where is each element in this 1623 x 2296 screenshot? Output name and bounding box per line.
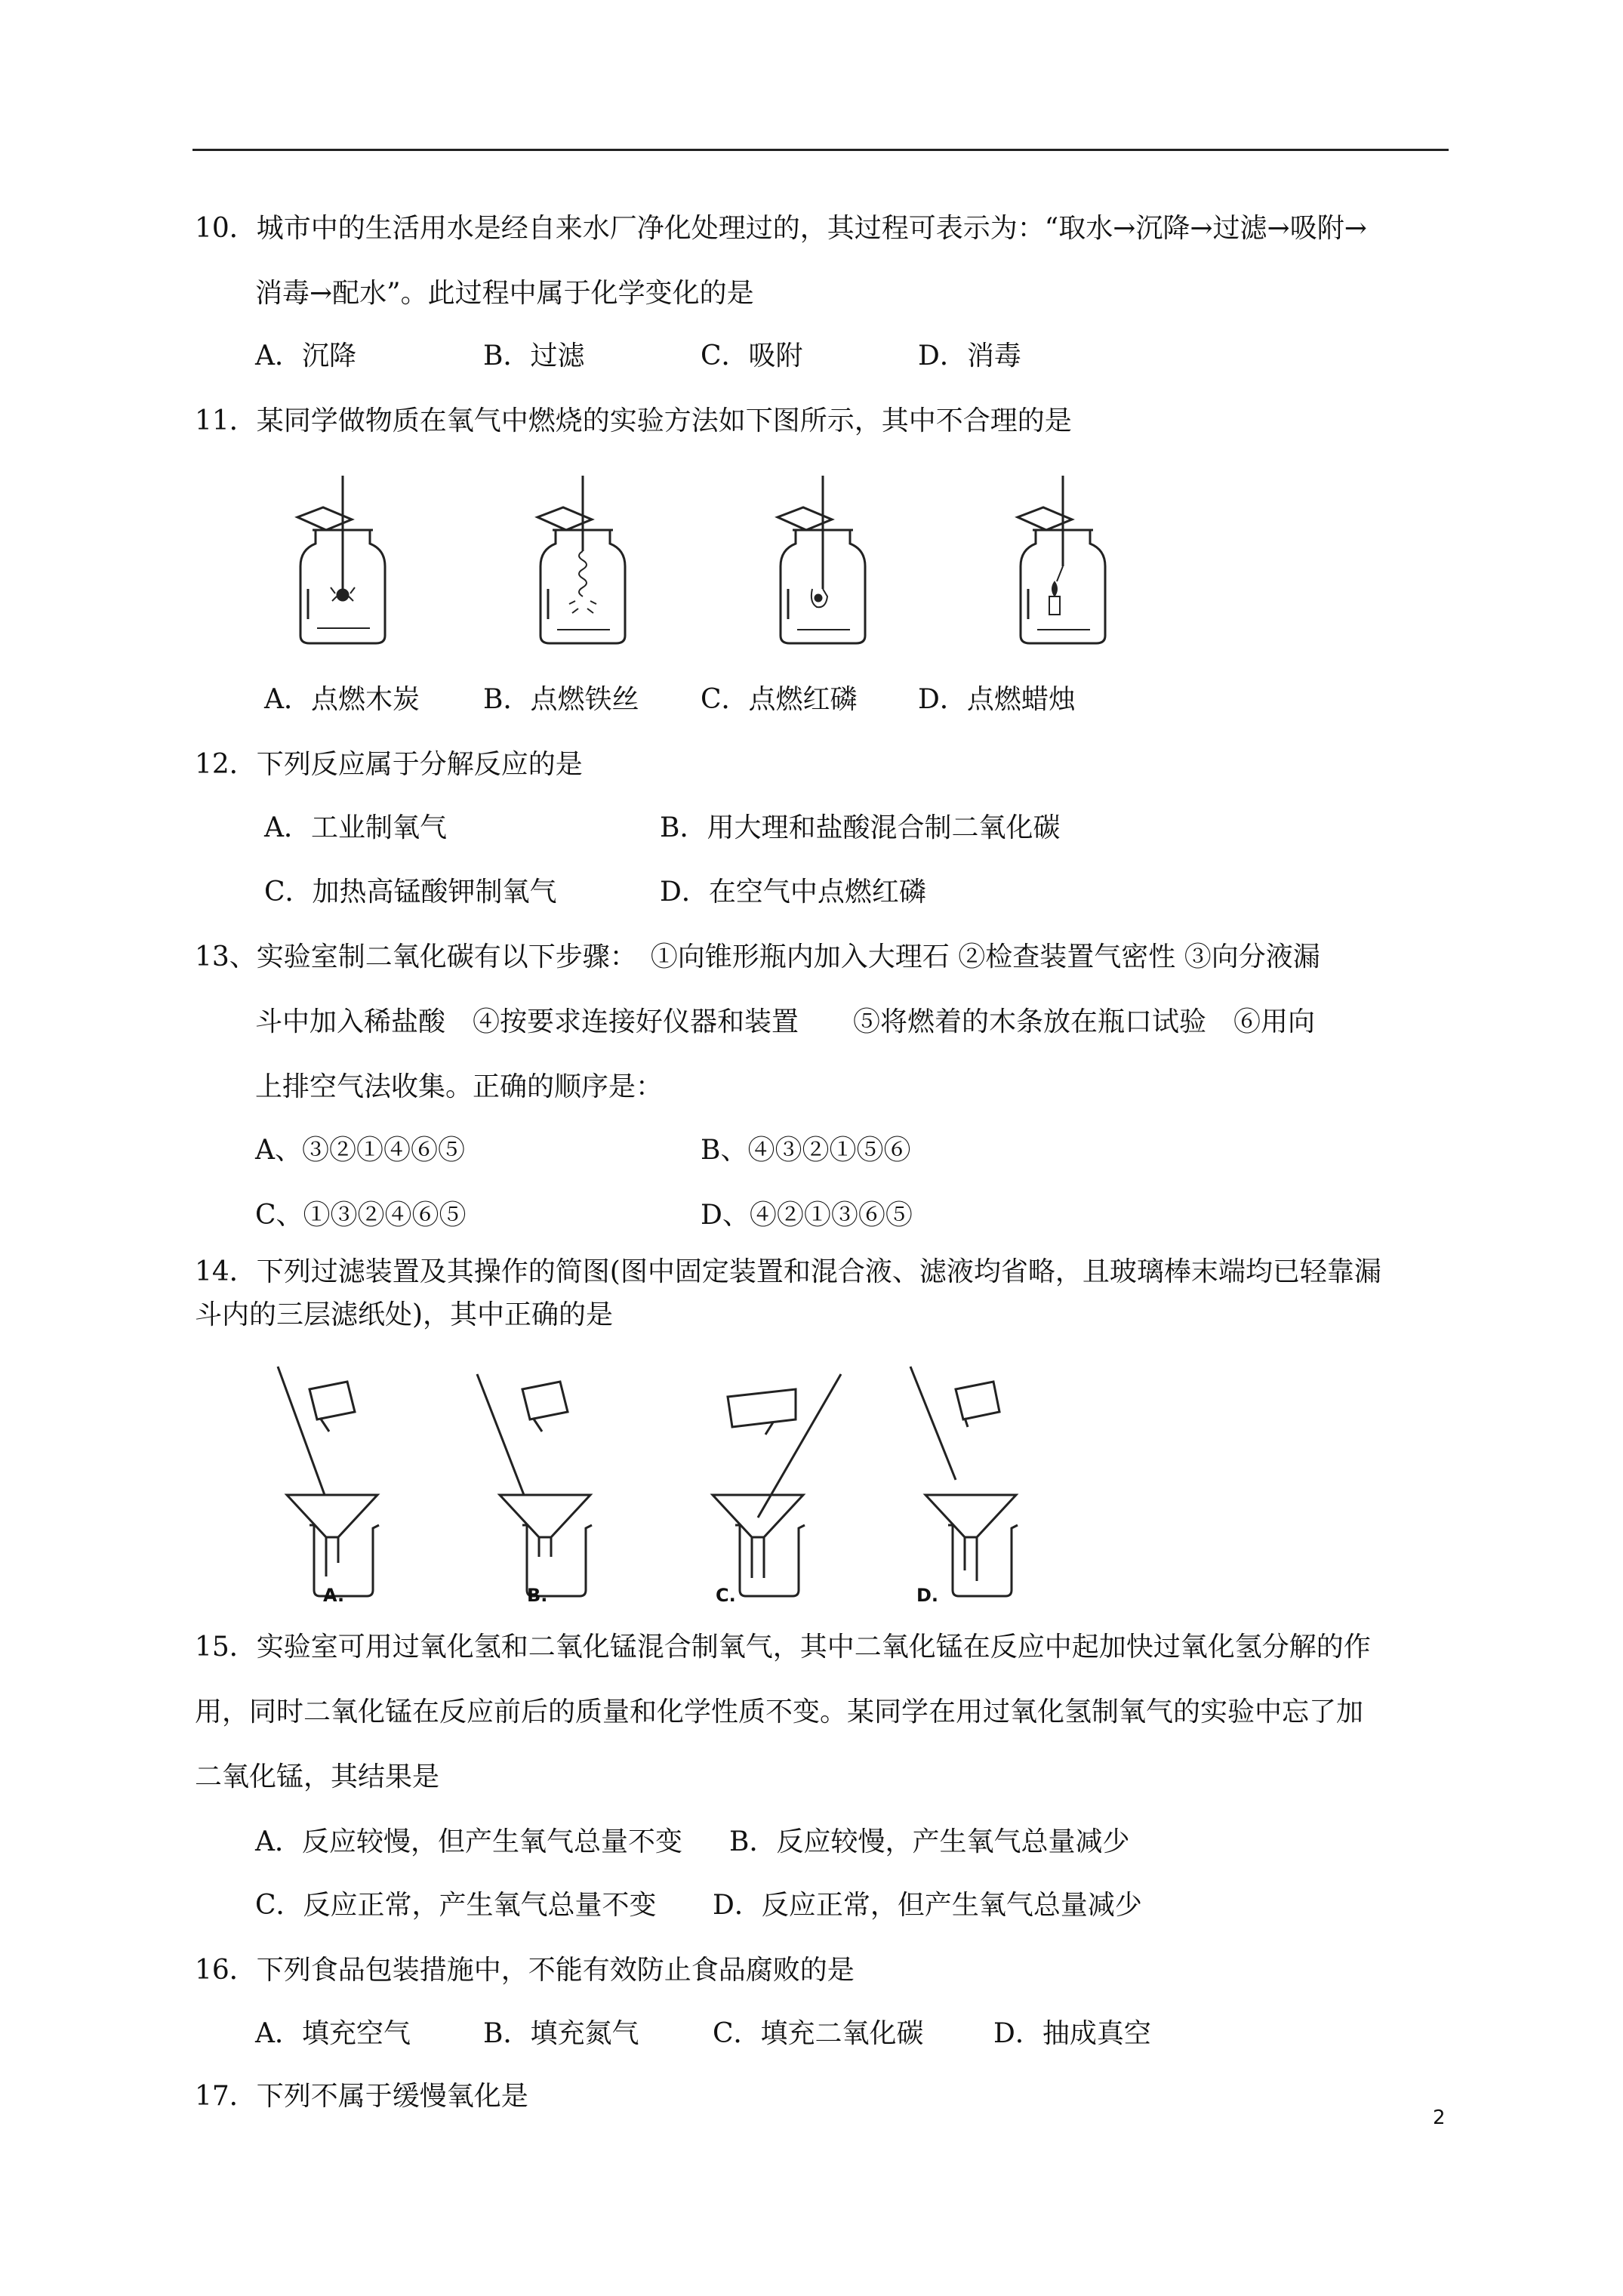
filter-setup-a-diagram bbox=[278, 1367, 379, 1596]
q16-option-d: D．抽成真空 bbox=[993, 2018, 1151, 2049]
q10-option-b: B．过滤 bbox=[483, 341, 585, 371]
q13-option-b: B、④③②①⑤⑥ bbox=[701, 1135, 911, 1166]
q15-option-b: B．反应较慢，产生氧气总量减少 bbox=[729, 1826, 1130, 1857]
q12-option-c: C．加热高锰酸钾制氧气 bbox=[264, 877, 557, 908]
q10-line-2: 消毒→配水”。此过程中属于化学变化的是 bbox=[255, 278, 754, 309]
q15-option-c: C．反应正常，产生氧气总量不变 bbox=[255, 1890, 657, 1921]
q10-option-c: C．吸附 bbox=[701, 341, 803, 371]
filtration-setups-figure bbox=[257, 1359, 1057, 1608]
q14-line-1: 14．下列过滤装置及其操作的简图(图中固定装置和混合液、滤液均省略，且玻璃棒末端均已轻靠漏 bbox=[195, 1256, 1381, 1287]
combustion-bottles-figure bbox=[287, 468, 1117, 649]
q11-option-d: D．点燃蜡烛 bbox=[918, 684, 1076, 715]
q13-option-a: A、③②①④⑥⑤ bbox=[255, 1135, 465, 1166]
q16-option-b: B．填充氮气 bbox=[483, 2018, 639, 2049]
q15-line-1: 15．实验室可用过氧化氢和二氧化锰混合制氧气，其中二氧化锰在反应中起加快过氧化氢分解的作 bbox=[195, 1632, 1371, 1663]
q14-figure-label-c: C. bbox=[716, 1585, 736, 1606]
q12-line-1: 12．下列反应属于分解反应的是 bbox=[195, 749, 583, 780]
q11-option-c: C．点燃红磷 bbox=[701, 684, 858, 715]
q13-line-2: 斗中加入稀盐酸 ④按要求连接好仪器和装置 ⑤将燃着的木条放在瓶口试验 ⑥用向 bbox=[255, 1006, 1316, 1037]
bottle-red-phosphorus-diagram bbox=[778, 476, 865, 643]
q13-option-d: D、④②①③⑥⑤ bbox=[701, 1200, 913, 1231]
q16-line-1: 16．下列食品包装措施中，不能有效防止食品腐败的是 bbox=[195, 1955, 855, 1986]
q14-line-2: 斗内的三层滤纸处)，其中正确的是 bbox=[195, 1299, 614, 1330]
q16-option-c: C．填充二氧化碳 bbox=[713, 2018, 924, 2049]
q15-line-3: 二氧化锰，其结果是 bbox=[195, 1761, 440, 1792]
q10-option-a: A．沉降 bbox=[255, 341, 356, 371]
filter-setup-d-diagram bbox=[910, 1367, 1018, 1596]
q10-line-1: 10．城市中的生活用水是经自来水厂净化处理过的，其过程可表示为：“取水→沉降→过滤→吸附→ bbox=[195, 213, 1367, 244]
q15-option-d: D．反应正常，但产生氧气总量减少 bbox=[713, 1890, 1142, 1921]
q11-option-b: B．点燃铁丝 bbox=[483, 684, 639, 715]
q13-line-3: 上排空气法收集。正确的顺序是： bbox=[255, 1071, 664, 1102]
q15-option-a: A．反应较慢，但产生氧气总量不变 bbox=[255, 1826, 682, 1857]
q14-figure-label-b: B. bbox=[527, 1585, 548, 1606]
q17-line-1: 17．下列不属于缓慢氧化是 bbox=[195, 2081, 528, 2112]
bottle-candle-diagram bbox=[1018, 476, 1105, 643]
q13-option-c: C、①③②④⑥⑤ bbox=[255, 1200, 467, 1231]
q12-option-d: D．在空气中点燃红磷 bbox=[660, 877, 926, 908]
bottle-iron-wire-diagram bbox=[537, 476, 625, 643]
header-rule bbox=[192, 149, 1449, 151]
q14-figure-label-a: A. bbox=[323, 1585, 345, 1606]
q16-option-a: A．填充空气 bbox=[255, 2018, 411, 2049]
filter-setup-c-diagram bbox=[713, 1374, 841, 1596]
page-number: 2 bbox=[1433, 2106, 1446, 2129]
q12-option-b: B．用大理和盐酸混合制二氧化碳 bbox=[660, 812, 1061, 843]
filter-setup-b-diagram bbox=[477, 1374, 592, 1596]
q15-line-2: 用，同时二氧化锰在反应前后的质量和化学性质不变。某同学在用过氧化氢制氧气的实验中忘了加 bbox=[195, 1697, 1364, 1727]
q14-figure-label-d: D. bbox=[916, 1585, 939, 1606]
q13-line-1: 13、实验室制二氧化碳有以下步骤： ①向锥形瓶内加入大理石 ②检查装置气密性 ③向分液漏 bbox=[195, 942, 1320, 972]
q11-option-a: A．点燃木炭 bbox=[264, 684, 420, 715]
q10-option-d: D．消毒 bbox=[918, 341, 1021, 371]
q12-option-a: A．工业制氧气 bbox=[264, 812, 447, 843]
bottle-charcoal-diagram bbox=[297, 476, 385, 643]
q11-line-1: 11．某同学做物质在氧气中燃烧的实验方法如下图所示，其中不合理的是 bbox=[195, 405, 1072, 436]
